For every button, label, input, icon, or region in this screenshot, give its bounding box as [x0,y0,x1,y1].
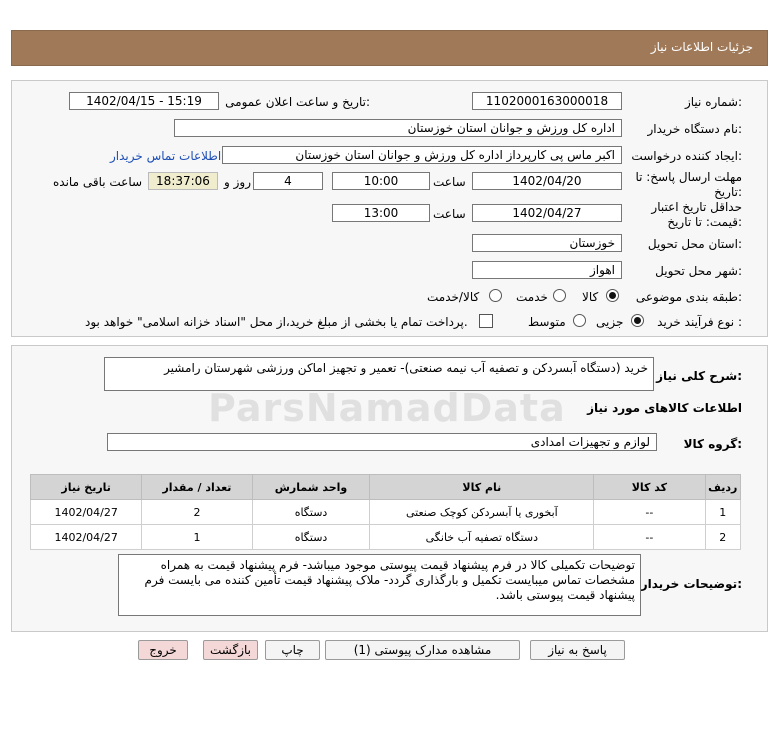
requester-label: ایجاد کننده درخواست: [631,149,742,163]
validity-time-field: 13:00 [332,204,430,222]
back-button[interactable]: بازگشت [203,640,258,660]
cell-row: 2 [705,525,741,550]
days-label: روز و [224,175,251,189]
goods-group-field: لوازم و تجهیزات امدادی [107,433,657,451]
validity-date-field: 1402/04/27 [472,204,622,222]
announce-field: 1402/04/15 - 15:19 [69,92,219,110]
col-row: ردیف [705,475,741,500]
cell-qty: 1 [142,525,252,550]
page-title: جزئیات اطلاعات نیاز [650,40,753,54]
cell-qty: 2 [142,500,252,525]
cell-row: 1 [705,500,741,525]
deadline-time-label: ساعت [433,175,466,189]
buyer-notes-field: توضیحات تکمیلی کالا در فرم پیشنهاد قیمت پیوستی موجود میباشد- فرم پیشنهاد قیمت به همراه مشخصات تماس میبایست تکمیل و بارگذاری گردد- ملاک پیشنهاد قیمت تأمین کننده می بایست فرم پیشنهاد قیمت پیوستی باشد. [118,554,641,616]
watermark-logo: ParsNamadData [208,386,566,430]
goods-table [30,474,741,550]
category-radio-goods[interactable] [606,289,619,302]
cell-name: آبخوری یا آبسردکن کوچک صنعتی [370,500,594,525]
province-label: استان محل تحویل: [647,237,742,251]
city-label: شهر محل تحویل: [655,264,742,278]
summary-label: شرح کلی نیاز: [656,369,742,383]
cell-date: 1402/04/27 [31,500,142,525]
exit-button[interactable]: خروج [138,640,188,660]
need-number-field: 1102000163000018 [472,92,622,110]
validity-label-2: قیمت: تا تاریخ: [667,215,742,229]
col-code: کد کالا [594,475,705,500]
print-button[interactable]: چاپ [265,640,320,660]
view-attachments-button[interactable]: مشاهده مدارک پیوستی (1) [325,640,520,660]
col-unit: واحد شمارش [252,475,370,500]
deadline-label: مهلت ارسال پاسخ: تا [635,170,742,184]
category-option-service: خدمت [516,290,548,304]
process-radio-medium[interactable] [573,314,586,327]
goods-section-title: اطلاعات کالاهای مورد نیاز [587,401,742,415]
process-radio-minor[interactable] [631,314,644,327]
cell-code: -- [594,500,705,525]
category-radio-service[interactable] [553,289,566,302]
days-field: 4 [253,172,323,190]
cell-unit: دستگاه [252,500,370,525]
payment-note: پرداخت تمام یا بخشی از مبلغ خرید،از محل "اسناد خزانه اسلامی" خواهد بود. [85,315,468,329]
cell-date: 1402/04/27 [31,525,142,550]
category-option-goods-service: کالا/خدمت [427,290,480,304]
validity-time-label: ساعت [433,207,466,221]
table-row [31,500,741,525]
buyer-contact-link[interactable]: اطلاعات تماس خریدار [110,149,222,163]
city-field: اهواز [472,261,622,279]
deadline-time-field: 10:00 [332,172,430,190]
validity-label: حداقل تاریخ اعتبار [651,200,742,214]
buyer-org-label: نام دستگاه خریدار: [647,122,742,136]
table-row [31,525,741,550]
col-qty: تعداد / مقدار [142,475,252,500]
goods-table-header [31,475,741,500]
announce-label: تاریخ و ساعت اعلان عمومی: [225,95,370,109]
cell-unit: دستگاه [252,525,370,550]
cell-name: دستگاه تصفیه آب خانگی [370,525,594,550]
buyer-notes-label: توضیحات خریدار: [640,577,742,591]
process-option-minor: جزیی [596,315,624,329]
process-label: نوع فرآیند خرید : [657,315,742,329]
reply-button[interactable]: پاسخ به نیاز [530,640,625,660]
deadline-label-2: تاریخ: [714,185,742,199]
treasury-payment-checkbox[interactable] [479,314,493,328]
category-radio-goods-service[interactable] [489,289,502,302]
remaining-label: ساعت باقی مانده [53,175,143,189]
deadline-date-field: 1402/04/20 [472,172,622,190]
province-field: خوزستان [472,234,622,252]
summary-field: خرید (دستگاه آبسردکن و تصفیه آب نیمه صنعتی)- تعمیر و تجهیز اماکن ورزشی شهرستان رامشیر [104,357,654,391]
requester-field: اکبر ماس پی کارپرداز اداره کل ورزش و جوانان استان خوزستان [222,146,622,164]
remaining-time-field: 18:37:06 [148,172,218,190]
category-label: طبقه بندی موضوعی: [635,290,742,304]
page-header [11,30,768,66]
cell-code: -- [594,525,705,550]
col-date: تاریخ نیاز [31,475,142,500]
category-option-goods: کالا [582,290,599,304]
process-option-medium: متوسط [528,315,566,329]
buyer-org-field: اداره کل ورزش و جوانان استان خوزستان [174,119,622,137]
need-number-label: شماره نیاز: [684,95,742,109]
goods-group-label: گروه کالا: [683,437,742,451]
col-name: نام کالا [370,475,594,500]
